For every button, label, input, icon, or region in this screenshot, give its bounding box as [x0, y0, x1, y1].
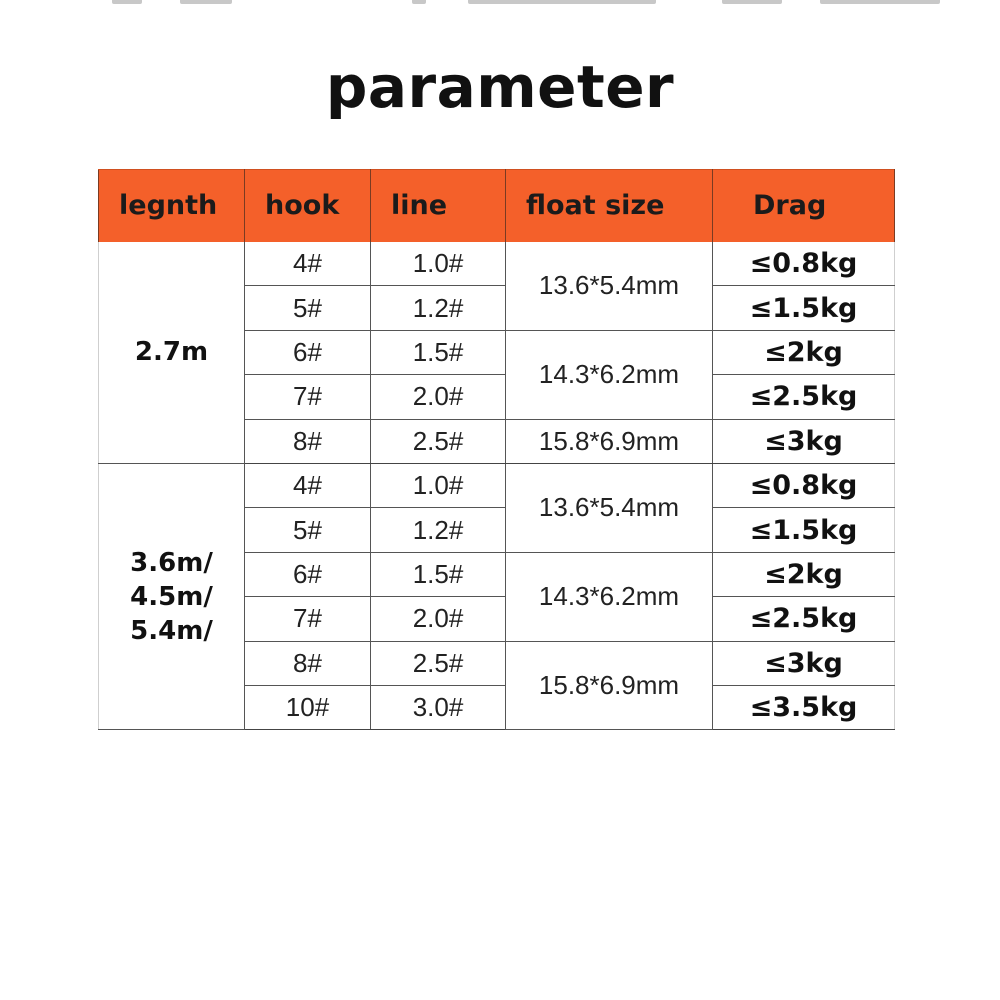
hook-cell: 5#	[245, 286, 371, 330]
drag-cell: ≤1.5kg	[713, 508, 895, 552]
line-cell: 1.2#	[371, 508, 506, 552]
drag-cell: ≤2.5kg	[713, 375, 895, 419]
float-size-cell: 14.3*6.2mm	[506, 330, 713, 419]
drag-cell: ≤0.8kg	[713, 463, 895, 507]
header-float-size: float size	[506, 170, 713, 242]
drag-cell: ≤3kg	[713, 419, 895, 463]
table-row	[99, 463, 895, 507]
table-row	[99, 242, 895, 286]
float-size-cell: 13.6*5.4mm	[506, 242, 713, 331]
header-drag: Drag	[713, 170, 895, 242]
hook-cell: 8#	[245, 641, 371, 685]
hook-cell: 4#	[245, 242, 371, 286]
length-lines	[99, 546, 244, 648]
page-title: parameter	[325, 53, 675, 121]
drag-cell: ≤3kg	[713, 641, 895, 685]
float-size-cell: 15.8*6.9mm	[506, 641, 713, 730]
length-line: 3.6m/	[130, 547, 213, 578]
drag-cell: ≤2.5kg	[713, 597, 895, 641]
cropped-top-text	[0, 0, 1000, 8]
drag-cell: ≤1.5kg	[713, 286, 895, 330]
length-line: 5.4m/	[130, 615, 213, 646]
parameter-table	[98, 169, 895, 730]
line-cell: 1.0#	[371, 242, 506, 286]
hook-cell: 10#	[245, 685, 371, 729]
float-size-cell: 13.6*5.4mm	[506, 463, 713, 552]
line-cell: 2.5#	[371, 419, 506, 463]
drag-cell: ≤2kg	[713, 330, 895, 374]
drag-cell: ≤0.8kg	[713, 242, 895, 286]
line-cell: 1.5#	[371, 330, 506, 374]
line-cell: 1.2#	[371, 286, 506, 330]
line-cell: 2.0#	[371, 375, 506, 419]
hook-cell: 8#	[245, 419, 371, 463]
hook-cell: 4#	[245, 463, 371, 507]
hook-cell: 7#	[245, 375, 371, 419]
header-hook: hook	[245, 170, 371, 242]
hook-cell: 6#	[245, 552, 371, 596]
line-cell: 2.0#	[371, 597, 506, 641]
header-line: line	[371, 170, 506, 242]
float-size-cell: 14.3*6.2mm	[506, 552, 713, 641]
hook-cell: 7#	[245, 597, 371, 641]
drag-cell: ≤2kg	[713, 552, 895, 596]
table-header-row	[99, 170, 895, 242]
hook-cell: 6#	[245, 330, 371, 374]
line-cell: 3.0#	[371, 685, 506, 729]
drag-cell: ≤3.5kg	[713, 685, 895, 729]
hook-cell: 5#	[245, 508, 371, 552]
line-cell: 2.5#	[371, 641, 506, 685]
line-cell: 1.0#	[371, 463, 506, 507]
length-line: 4.5m/	[130, 581, 213, 612]
length-cell: 2.7m	[99, 242, 245, 464]
length-cell	[99, 463, 245, 729]
line-cell: 1.5#	[371, 552, 506, 596]
float-size-cell: 15.8*6.9mm	[506, 419, 713, 463]
header-length: legnth	[99, 170, 245, 242]
